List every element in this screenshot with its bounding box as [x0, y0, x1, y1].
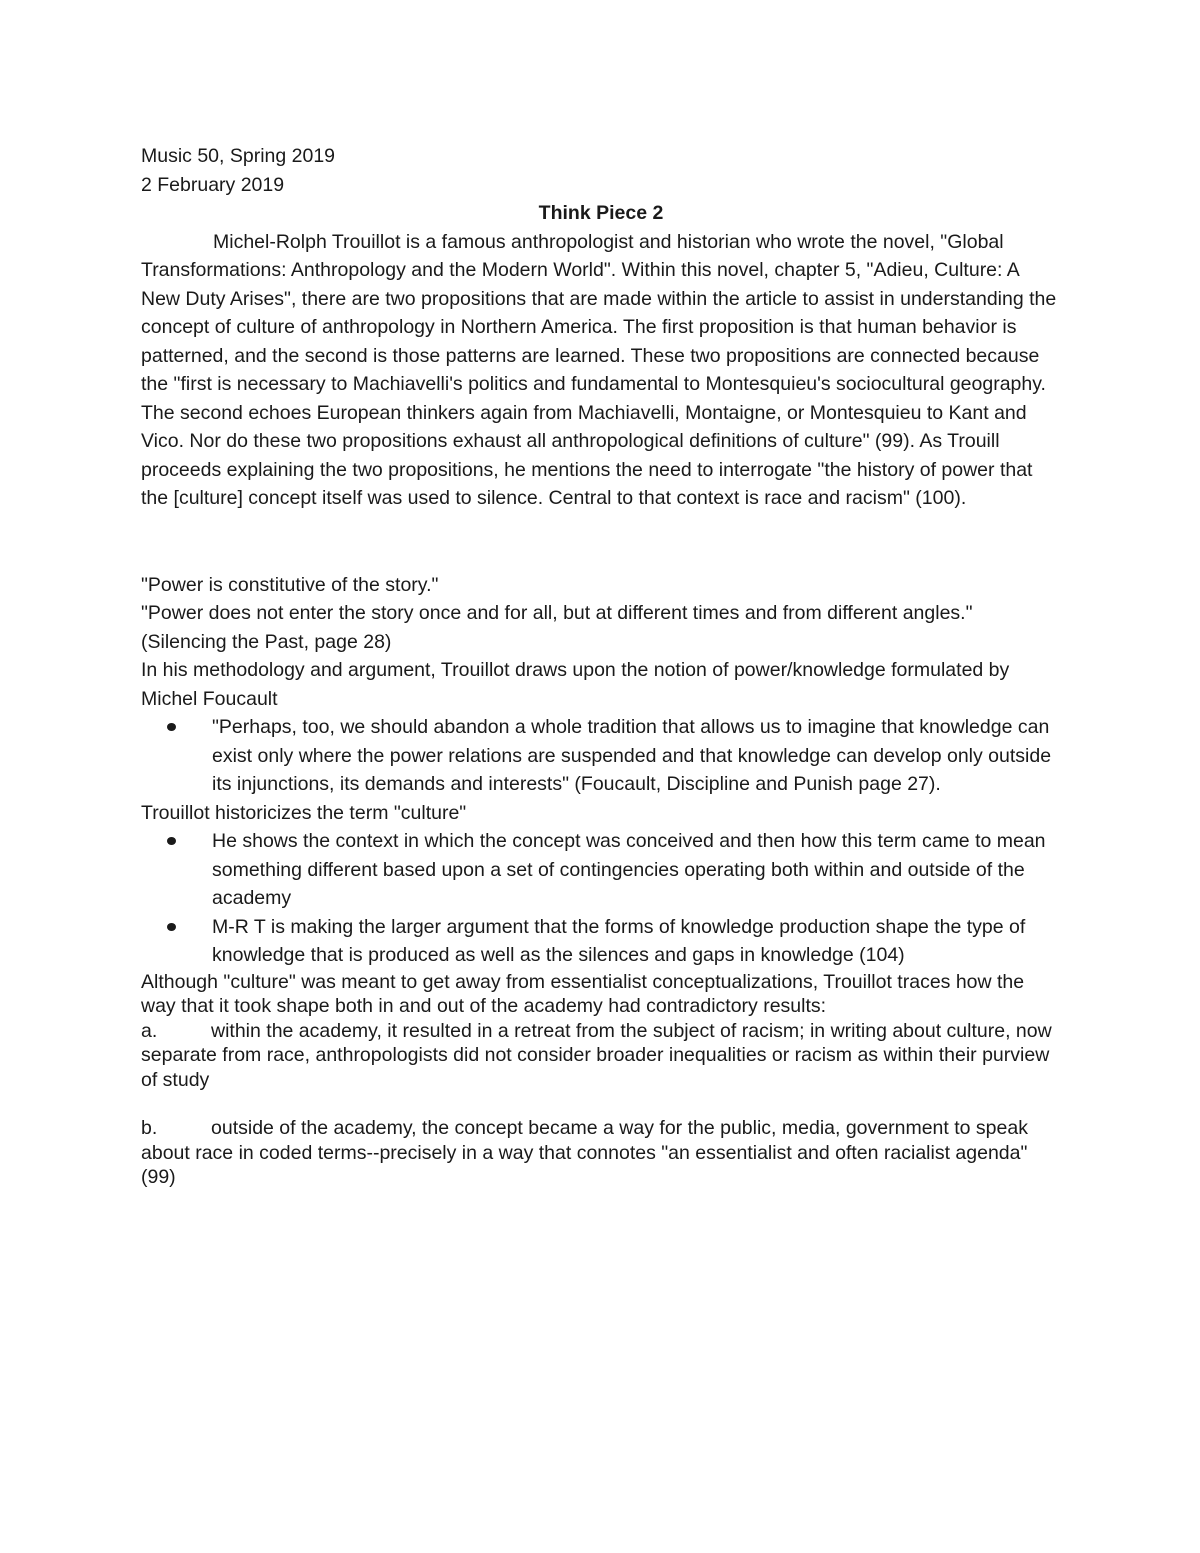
- quote-power-story: "Power does not enter the story once and for all, but at different times and from different angles." (Silencing the Past, page 28): [141, 602, 973, 653]
- document-body: [141, 142, 1061, 1190]
- culture-bullet-list: [141, 827, 1061, 970]
- item-b-label: b.: [141, 1117, 158, 1139]
- item-b: [141, 1116, 1061, 1190]
- quote-power-constitutive: "Power is constitutive of the story.": [141, 573, 439, 596]
- methodology-note: In his methodology and argument, Trouillot draws upon the notion of power/knowledge formulated by Michel Foucault: [141, 659, 1010, 710]
- foucault-bullet-list: [141, 713, 1061, 799]
- course-line: Music 50, Spring 2019: [141, 145, 336, 167]
- bullet-icon: [167, 723, 176, 731]
- list-item: [141, 827, 1061, 913]
- blank-space: [141, 1092, 1061, 1116]
- list-item: [141, 913, 1061, 970]
- historicizes-note: Trouillot historicizes the term "culture": [141, 801, 467, 824]
- item-b-text: outside of the academy, the concept became a way for the public, media, government to speak about race in coded terms--precisely in a way that connotes "an essentialist and often racialist agenda" (99): [141, 1117, 1028, 1188]
- bullet-icon: [167, 837, 176, 845]
- bullet-text: He shows the context in which the concept was conceived and then how this term came to mean something different based upon a set of contingencies operating both within and outside of the academy: [212, 830, 1046, 909]
- item-a-label: a.: [141, 1019, 158, 1042]
- item-a: [141, 1019, 1061, 1093]
- bullet-icon: [167, 923, 176, 931]
- list-item: [141, 713, 1061, 799]
- blank-space: [141, 513, 1061, 571]
- contradictory-results-note: Although "culture" was meant to get away from essentialist conceptualizations, Trouillot traces how the way that it took shape both in and out of the academy had contradictory results:: [141, 970, 1025, 1017]
- bullet-text: M-R T is making the larger argument that the forms of knowledge production shape the type of knowledge that is produced as well as the silences and gaps in knowledge (104): [212, 915, 1026, 966]
- date-line: 2 February 2019: [141, 173, 285, 196]
- document-title: Think Piece 2: [538, 202, 664, 224]
- bullet-text: "Perhaps, too, we should abandon a whole tradition that allows us to imagine that knowledge can exist only where the power relations are suspended and that knowledge can develop only outside its injunctions, its demands and interests" (Foucault, Discipline and Punish page 27).: [212, 716, 1052, 795]
- intro-paragraph: Michel-Rolph Trouillot is a famous anthropologist and historian who wrote the novel, "Global Transformations: Anthropology and the Modern World". Within this novel, chapter 5, "Adieu, Culture: A New Duty Arises", there are two propositions that are made within the article to assist in understanding the concept of culture of anthropology in Northern America. The first proposition is that human behavior is patterned, and the second is those patterns are learned. These two propositions are connected because the "first is necessary to Machiavelli's politics and fundamental to Montesquieu's sociocultural geography. The second echoes European thinkers again from Machiavelli, Montaigne, or Montesquieu to Kant and Vico. Nor do these two propositions exhaust all anthropological definitions of culture" (99). As Trouill proceeds explaining the two propositions, he mentions the need to interrogate "the history of power that the [culture] concept itself was used to silence. Central to that context is race and racism" (100).: [141, 230, 1057, 509]
- item-a-text: within the academy, it resulted in a retreat from the subject of racism; in writing about culture, now separate from race, anthropologists did not consider broader inequalities or racism as within their purview of study: [141, 1019, 1052, 1091]
